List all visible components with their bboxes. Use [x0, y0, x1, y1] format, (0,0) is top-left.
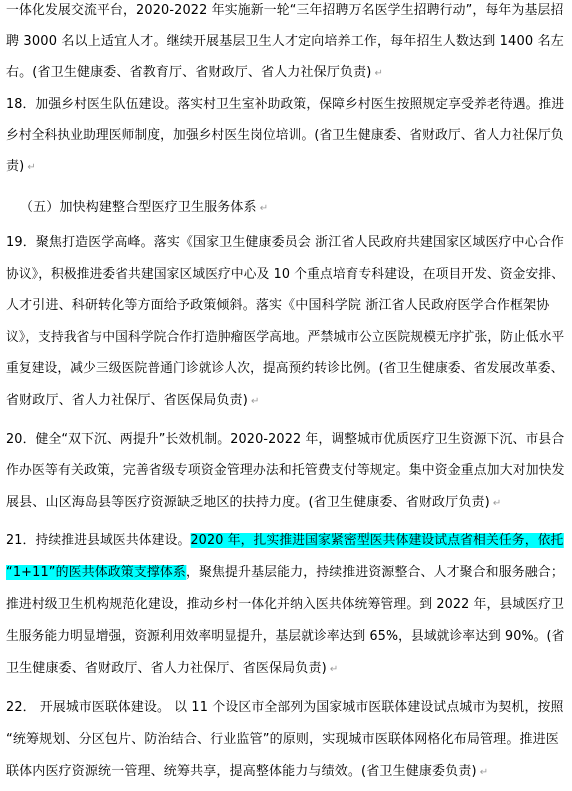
highlighted-text: “1+11”的医共体政策支撑体系 — [6, 565, 186, 580]
text-line: 19．聚焦打造医学高峰。落实《国家卫生健康委员会 浙江省人民政府共建国家区域医疗中心合作 — [6, 235, 565, 250]
text-line: 右。(省卫生健康委、省教育厅、省财政厅、省人力社保厅负责) ↵ — [6, 65, 384, 80]
paragraph-mark-icon: ↵ — [27, 162, 36, 173]
paragraph-mark-icon: ↵ — [259, 203, 269, 214]
highlighted-text: 2020 年，扎实推进国家紧密型医共体建设试点省相关任务，依托 — [190, 533, 564, 548]
text-line: 聘 3000 名以上适宜人才。继续开展基层卫生人才定向培养工作，每年招生人数达到 1400 名左 — [6, 34, 564, 49]
text-line: 责) ↵ — [6, 159, 36, 174]
text-line: 人才引进、科研转化等方面给予政策倾斜。落实《中国科学院 浙江省人民政府医学合作框架协 — [6, 298, 550, 313]
text-line: 联体内医疗资源统一管理、统筹共享，提高整体能力与绩效。(省卫生健康委负责) ↵ — [6, 764, 489, 779]
text-line: 乡村全科执业助理医师制度，加强乡村医生岗位培训。(省卫生健康委、省财政厅、省人力社保厅负 — [6, 128, 564, 143]
text-line: 18．加强乡村医生队伍建设。落实村卫生室补助政策，保障乡村医生按照规定享受养老待遇。推进 — [6, 97, 565, 112]
text-line: 21．持续推进县域医共体建设。2020 年，扎实推进国家紧密型医共体建设试点省相关任务，依托 — [6, 533, 564, 548]
text-line: 议》，支持我省与中国科学院合作打造肿瘤医学高地。严禁城市公立医院规模无序扩张，防止低水平 — [6, 330, 565, 345]
text-line: 展县、山区海岛县等医疗资源缺乏地区的扶持力度。(省卫生健康委、省财政厅负责) ↵ — [6, 495, 502, 510]
text-line: 卫生健康委、省财政厅、省人力社保厅、省医保局负责) ↵ — [6, 661, 339, 676]
paragraph-mark-icon: ↵ — [492, 498, 502, 509]
text-line: 协议》，积极推进委省共建国家区域医疗中心及 10 个重点培育专科建设，在项目开发、资金安排、 — [6, 267, 565, 282]
section-heading: （五）加快构建整合型医疗卫生服务体系 ↵ — [20, 200, 269, 215]
text-line: 重复建设，减少三级医院普通门诊就诊人次，提高预约转诊比例。(省卫生健康委、省发展改革委、 — [6, 361, 564, 376]
text-line: 一体化发展交流平台，2020-2022 年实施新一轮“三年招聘万名医学生招聘行动”，每年为基层招 — [6, 3, 564, 18]
paragraph-mark-icon: ↵ — [374, 68, 384, 79]
text-line: 作办医等有关政策，完善省级专项资金管理办法和托管费支付等规定。集中资金重点加大对加快发 — [6, 463, 565, 478]
text-line: 20．健全“双下沉、两提升”长效机制。2020-2022 年，调整城市优质医疗卫生资源下沉、市县合 — [6, 432, 565, 447]
text-line: 省财政厅、省人力社保厅、省医保局负责) ↵ — [6, 393, 260, 408]
paragraph-mark-icon: ↵ — [479, 767, 489, 778]
text-line: 22． 开展城市医联体建设。 以 11 个设区市全部列为国家城市医联体建设试点城市为契机，按照 — [6, 700, 564, 715]
text-line: “1+11”的医共体政策支撑体系，聚焦提升基层能力，持续推进资源整合、人才聚合和服务融合； — [6, 565, 564, 580]
text-line: “统筹规划、分区包片、防治结合、行业监管”的原则，实现城市医联体网格化布局管理。推进医 — [6, 732, 559, 747]
paragraph-mark-icon: ↵ — [329, 664, 339, 675]
paragraph-mark-icon: ↵ — [250, 396, 260, 407]
text-line: 生服务能力明显增强，资源利用效率明显提升，基层就诊率达到 65%，县域就诊率达到 90%。(省 — [6, 629, 565, 644]
text-line: 推进村级卫生机构规范化建设，推动乡村一体化并纳入医共体统筹管理。到 2022 年，县域医疗卫 — [6, 597, 565, 612]
